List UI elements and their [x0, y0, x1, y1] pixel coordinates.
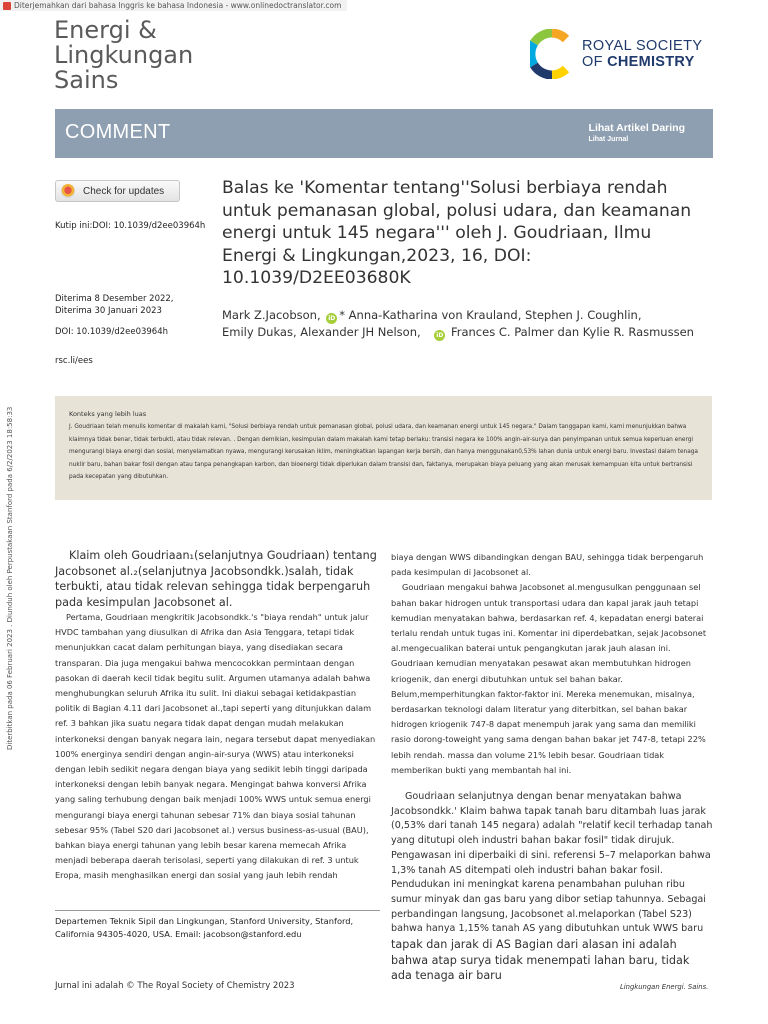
body-paragraph-2: Pertama, Goudriaan mengkritik Jacobsondkk.'s "biaya rendah" untuk jalur HVDC tambahan yang diusulkan di Afrika dan Asia Tenggara, tetapi tidak menunjukkan cacat dalam perhitungan biaya, yang disediakan secara transparan. Dia juga mengakui bahwa mencocokkan permintaan dengan pasokan di daerah kecil tidak begitu sulit. Argumen utamanya adalah bahwa menghubungkan seluruh Afrika itu sulit. Ini diakui sebagai ketidakpastian politik di Bagian 4.11 dari Jacobsonet al.,tapi seperti yang ditunjukkan dalam ref. 3 bahkan jika suatu negara tidak dapat dengan mudah melakukan interkoneksi dengan banyak negara lain, negara tersebut dapat menyediakan 100% energinya sendiri dengan angin-air-surya (WWS) atau interkoneksi dengan lebih sedikit negara dengan biaya yang sedikit lebih tinggi daripada interkoneksi dengan lebih banyak negara. Mengingat bahwa konversi Afrika yang saling terhubung dengan baik menjadi 100% WWS untuk semua energi mengurangi biaya energi tahunan sebesar 71% dan biaya sosial tahunan sebesar 95% (Tabel S20 dari Jacobsonet al.) versus business-as-usual (BAU), bahkan biaya energi tahunan yang lebih besar karena memecah Afrika menjadi beberapa daerah terisolasi, seperti yang dilakukan di ref. 3 untuk Eropa, masih menghasilkan energi dan sosial yang jauh lebih rendah [55, 612, 376, 881]
journal-title [54, 18, 193, 93]
affiliation-footnote: Departemen Teknik Sipil dan Lingkungan, Stanford University, Stanford, California 94305-4020, USA. Email: jacobson@stanford.edu [55, 916, 354, 939]
author-jacobson[interactable]: Mark Z.Jacobson, [222, 308, 321, 322]
journal-footer: Lingkungan Energi. Sains. [620, 983, 709, 991]
broader-context-box [55, 396, 712, 500]
rsc-name-of: OF [582, 54, 608, 70]
footnote-divider [55, 910, 380, 911]
translate-icon [3, 2, 11, 10]
body-paragraph-5: Goudriaan selanjutnya dengan benar menyatakan bahwa Jacobsondkk.' Klaim bahwa tapak tanah baru ditambah luas jarak (0,53% dari tanah 145 negara) adalah "relatif kecil terhadap tanah yang ditutupi oleh industri bahan bakar fosil" tidak dirujuk. Pengawasan ini diperbaiki di sini. referensi 5–7 melaporkan bahwa 1,3% tanah AS ditempati oleh industri bahan bakar fosil. Pendudukan ini meningkat karena penambahan puluhan ribu sumur minyak dan gas baru yang dibor setiap tahunnya. Sebagai perbandingan langsung, Jacobsonet al.melaporkan (Tabel S23) bahwa hanya 1,15% tanah AS yang dibutuhkan untuk WWS baru [391, 791, 713, 935]
authors-group-1: * Anna-Katharina von Krauland, Stephen J. Coughlin, [339, 308, 642, 322]
rsc-name-line1: ROYAL SOCIETY [582, 38, 703, 54]
section-label: COMMENT [65, 121, 171, 143]
publication-side-text: Diterbitkan pada 06 Februari 2023 . Diunduh oleh Perpustakaan Stanford pada 6/2/2023 18:58:33 [6, 406, 14, 750]
body-paragraph-6: tapak dan jarak di AS Bagian dari alasan ini adalah bahwa atap surya tidak menempati lahan baru, tidak ada tenaga air baru [391, 938, 690, 983]
rsc-emblem-icon [530, 29, 574, 79]
translator-banner[interactable] [0, 0, 347, 11]
view-online-link[interactable]: Lihat Artikel Daring [588, 122, 685, 134]
journal-title-line3: Sains [54, 66, 119, 94]
rsc-logo [530, 29, 702, 79]
journal-link[interactable]: rsc.li/ees [55, 356, 93, 366]
doi: DOI: 10.1039/d2ee03964h [55, 327, 169, 337]
body-paragraph-4: Goudriaan mengakui bahwa Jacobsonet al.mengusulkan penggunaan sel bahan bakar hidrogen untuk transportasi udara dan kapal jarak jauh tetapi kemudian menyatakan bahwa, berdasarkan ref. 4, kepadatan energi baterai terlalu rendah untuk tugas ini. Komentar ini diperdebatkan, sejak Jacobsonet al.mengecualikan baterai untuk pengangkutan jarak jauh alasan ini. Goudriaan kemudian menyatakan pesawat akan membutuhkan hidrogen kriogenik, dan energi dibutuhkan untuk sel bahan bakar. Belum,memperhitungkan faktor-faktor ini. Mereka menemukan, misalnya, berdasarkan teknologi dalam literatur yang diterbitkan, sel bahan bakar hidrogen kriogenik 747-8 dapat menempuh jarak yang sama dan memiliki rasio dorong-toweight yang sama dengan bahan bakar jet 747-8, tetapi 22% lebih rendah. massa dan volume 21% lebih besar. Goudriaan tidak memberikan bukti yang membantah hal ini. [391, 582, 707, 775]
cite-this: Kutip ini:DOI: 10.1039/d2ee03964h [55, 221, 206, 231]
check-for-updates-label: Check for updates [83, 185, 165, 197]
authors-group-3: Frances C. Palmer dan Kylie R. Rasmussen [450, 325, 694, 339]
received-date: Diterima 8 Desember 2022, [55, 294, 174, 304]
accepted-date: Diterima 30 Januari 2023 [55, 306, 162, 316]
copyright-footer: Jurnal ini adalah © The Royal Society of Chemistry 2023 [55, 981, 295, 991]
check-for-updates-button[interactable] [55, 180, 180, 202]
article-title: Balas ke 'Komentar tentang''Solusi berbiaya rendah untuk pemanasan global, polusi udara, dan keamanan energi untuk 145 negara''' oleh J. Goudriaan, Ilmu Energi & Lingkungan,2023, 16, DOI: 10.1039/D2EE03680K [222, 178, 692, 288]
journal-title-line1: Energi & [54, 16, 157, 44]
body-paragraph-3: biaya dengan WWS dibandingkan dengan BAU, sehingga tidak berpengaruh pada kesimpulan di Jacobsonet al. [391, 552, 704, 578]
broader-context-heading: Konteks yang lebih luas [69, 410, 147, 418]
section-header-bar [55, 109, 713, 158]
publication-side-note [6, 250, 16, 750]
orcid-icon[interactable]: iD [328, 315, 336, 322]
rsc-name-chemistry: CHEMISTRY [607, 54, 695, 70]
journal-title-line2: Lingkungan [54, 41, 194, 69]
authors-group-2: Emily Dukas, Alexander JH Nelson, [222, 325, 421, 339]
body-column-right [391, 550, 713, 984]
author-list [222, 307, 712, 341]
translator-banner-text: Diterjemahkan dari bahasa Inggris ke bahasa Indonesia - www.onlinedoctranslator.com [14, 1, 342, 10]
body-column-left [55, 548, 380, 884]
broader-context-body: J. Goudriaan telah menulis komentar di makalah kami, "Solusi berbiaya rendah untuk pemanasan global, polusi udara, dan keamanan energi untuk 145 negara." Dalam tanggapan kami, kami menunjukkan bahwa klaimnya tidak benar, tidak terbukti, atau tidak relevan. . Dengan demikian, kesimpulan dalam makalah kami tetap berlaku: transisi negara ke 100% angin-air-surya dan penyimpanan untuk semua keperluan energi mengurangi biaya energi dan sosial, menyelamatkan nyawa, mengurangi kerusakan iklim, meningkatkan lapangan kerja bersih, dan hanya menggunakan0,53% lahan dunia untuk energi baru. Investasi dalam tenaga nuklir baru, bahan bakar fosil dengan atau tanpa penangkapan karbon, dan bioenergi tidak diperlukan dalam transisi dan, faktanya, merupakan biaya peluang yang akan merusak kemampuan kita untuk bertransisi pada kecepatan yang dibutuhkan. [69, 424, 698, 480]
body-paragraph-1: Klaim oleh Goudriaan₁(selanjutnya Goudriaan) tentang Jacobsonet al.₂(selanjutnya Jacobsondkk.)salah, tidak terbukti, atau tidak relevan sehingga tidak berpengaruh pada kesimpulan Jacobsonet al. [55, 549, 377, 609]
orcid-icon[interactable]: iD [436, 332, 444, 339]
crossmark-icon [61, 184, 75, 198]
view-journal-link[interactable]: Lihat Jurnal [588, 136, 629, 143]
